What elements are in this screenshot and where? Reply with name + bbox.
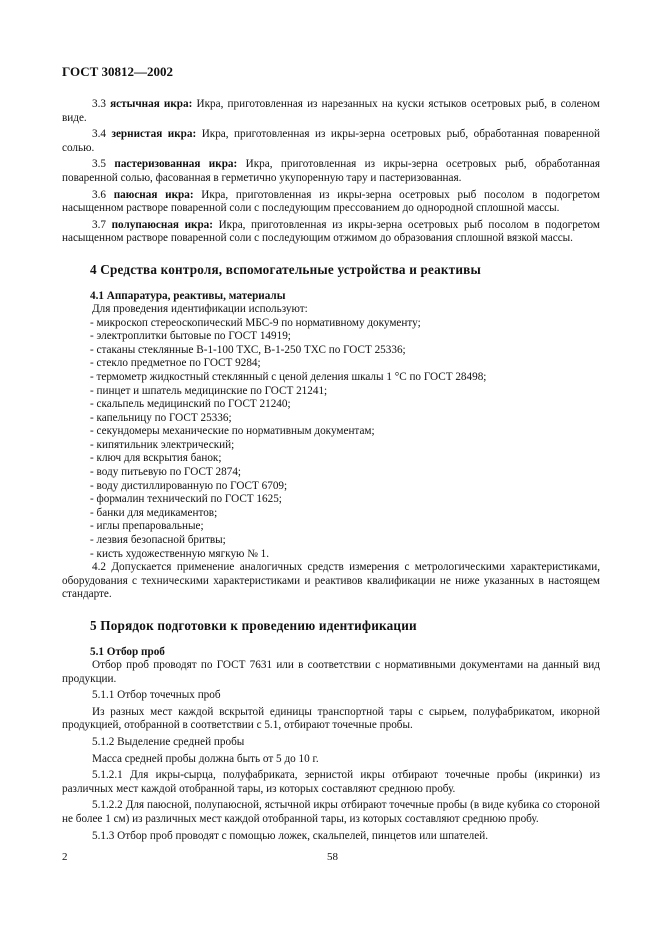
paragraph-5-1-3: 5.1.3 Отбор проб проводят с помощью ложек, скальпелей, пинцетов или шпателей. <box>92 829 489 842</box>
definition-3-7 <box>62 219 600 246</box>
term: полупаюсная икра: <box>111 218 214 231</box>
clause-number: 3.6 <box>92 188 106 201</box>
list-item: - микроскоп стереоскопический МБС-9 по нормативному документу; <box>62 317 600 331</box>
clause-number: 3.5 <box>92 158 106 171</box>
equipment-intro: Для проведения идентификации используют: <box>92 302 308 315</box>
term: зернистая икра: <box>111 128 197 141</box>
list-item: - стаканы стеклянные В-1-100 ТХС, В-1-250 ТХС по ГОСТ 25336; <box>62 344 600 358</box>
list-item: - формалин технический по ГОСТ 1625; <box>62 493 600 507</box>
paragraph-5-1-1: Из разных мест каждой вскрытой единицы транспортной тары с сырьем, полуфабрикатом, икорной продукцией, отобранной в соответствии с 5.1, отбирают точечные пробы. <box>62 705 600 732</box>
paragraph-5-1-2-1: 5.1.2.1 Для икры-сырца, полуфабриката, зернистой икры отбирают точечные пробы (икринки) из различных мест каждой отобранной тары, из которых составляют среднюю пробу. <box>62 769 600 795</box>
definition-3-5 <box>62 158 600 185</box>
list-item: - стекло предметное по ГОСТ 9284; <box>62 357 600 371</box>
heading-5-1-1: 5.1.1 Отбор точечных проб <box>92 689 221 702</box>
page-header: ГОСТ 30812—2002 <box>62 64 174 79</box>
clause-number: 3.3 <box>92 98 106 110</box>
list-item: - воду питьевую по ГОСТ 2874; <box>62 466 600 480</box>
paragraph-5-1-2-2: 5.1.2.2 Для паюсной, полупаюсной, ястычной икры отбирают точечные пробы (в виде кубика со стороной не более 1 см) из различных мест каждой отобранной тары, из которых составляют среднюю пробу. <box>62 799 600 825</box>
document-page <box>62 64 600 846</box>
clause-number: 3.7 <box>92 218 106 231</box>
definition-text: Икра, приготовленная из икры-зерна осетровых рыб, обработанная поваренной солью, фасованная в герметично укупоренную тару и пастеризованная. <box>62 158 600 184</box>
definition-text: Икра, приготовленная из нарезанных на куски ястыков осетровых рыб, в соленом виде. <box>62 98 600 124</box>
paragraph-5-1: Отбор проб проводят по ГОСТ 7631 или в соответствии с нормативными документами на данный вид продукции. <box>62 659 600 685</box>
list-item: - лезвия безопасной бритвы; <box>62 534 600 548</box>
section-5-title: 5 Порядок подготовки к проведению идентификации <box>90 618 417 633</box>
clause-number: 3.4 <box>92 128 106 141</box>
list-item: - кисть художественную мягкую № 1. <box>62 548 600 562</box>
list-item: - банки для медикаментов; <box>62 507 600 521</box>
list-item: - пинцет и шпатель медицинские по ГОСТ 21241; <box>62 385 600 399</box>
page-number: 2 <box>62 851 68 863</box>
list-item: - термометр жидкостный стеклянный с ценой деления шкалы 1 °С по ГОСТ 28498; <box>62 371 600 385</box>
paragraph-5-1-2: Масса средней пробы должна быть от 5 до 10 г. <box>92 752 319 765</box>
definition-text: Икра, приготовленная из икры-зерна осетровых рыб посолом в подогретом насыщенном растворе поваренной соли с последующим прессованием до однородной сплошной массы. <box>62 188 600 215</box>
definitions <box>62 98 600 246</box>
equipment-list <box>62 317 600 562</box>
definition-text: Икра, приготовленная из икры-зерна осетровых рыб посолом в подогретом насыщенном растворе поваренной соли с последующим отжимом до образования сплошной вязкой массы. <box>62 218 601 245</box>
definition-3-6 <box>62 189 600 216</box>
term: паюсная икра: <box>113 188 194 201</box>
list-item: - электроплитки бытовые по ГОСТ 14919; <box>62 330 600 344</box>
list-item: - секундомеры механические по нормативным документам; <box>62 425 600 439</box>
term: пастеризованная икра: <box>114 158 238 171</box>
definition-text: Икра, приготовленная из икры-зерна осетровых рыб, обработанная поваренной солью. <box>62 128 600 154</box>
term: ястычная икра: <box>110 98 193 110</box>
list-item: - иглы препаровальные; <box>62 520 600 534</box>
list-item: - воду дистиллированную по ГОСТ 6709; <box>62 480 600 494</box>
subsection-5-1-title: 5.1 Отбор проб <box>90 646 165 658</box>
paragraph-4-2: 4.2 Допускается применение аналогичных средств измерения с метрологическими характеристиками, оборудования с техническими характеристиками и реактивов квалификации не ниже указанных в настоящем стандарте. <box>62 561 600 601</box>
definition-3-4 <box>62 128 600 155</box>
list-item: - скальпель медицинский по ГОСТ 21240; <box>62 398 600 412</box>
subsection-4-1-title: 4.1 Аппаратура, реактивы, материалы <box>90 289 286 302</box>
list-item: - капельницу по ГОСТ 25336; <box>62 412 600 426</box>
list-item: - кипятильник электрический; <box>62 439 600 453</box>
section-4-title: 4 Средства контроля, вспомогательные устройства и реактивы <box>90 261 481 277</box>
list-item: - ключ для вскрытия банок; <box>62 452 600 466</box>
sheet-number: 58 <box>327 851 338 863</box>
heading-5-1-2: 5.1.2 Выделение средней пробы <box>92 735 245 748</box>
definition-3-3 <box>62 98 600 125</box>
